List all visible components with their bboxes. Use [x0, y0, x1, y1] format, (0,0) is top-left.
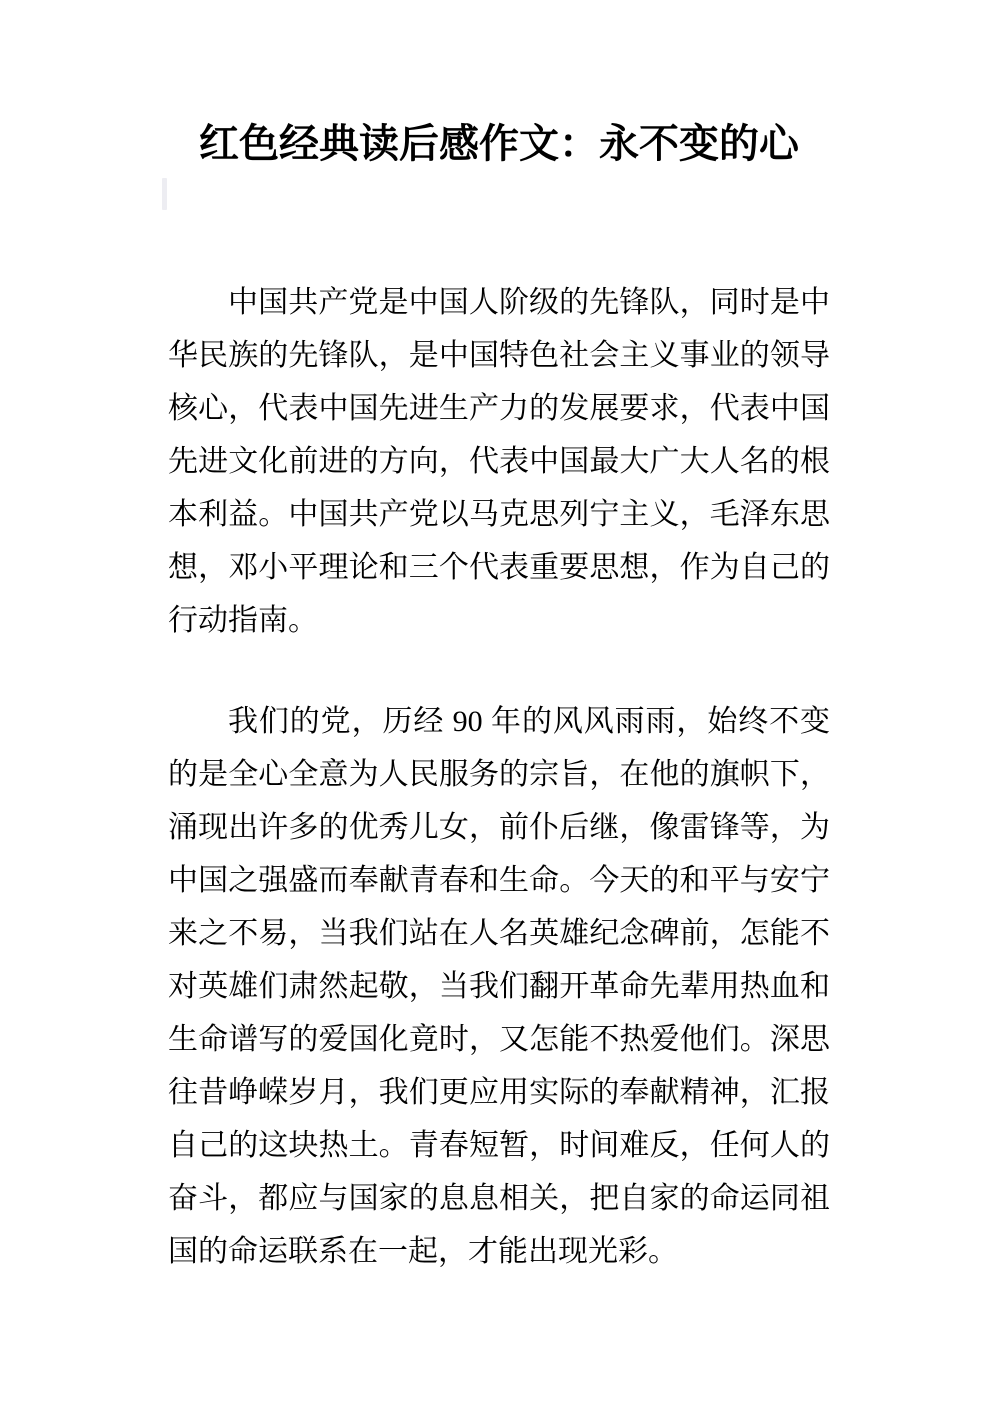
body-paragraph-1: 中国共产党是中国人阶级的先锋队，同时是中华民族的先锋队，是中国特色社会主义事业的领导核心，代表中国先进生产力的发展要求，代表中国先进文化前进的方向，代表中国最大广大人名的根本利益。中国共产党以马克思列宁主义，毛泽东思想，邓小平理论和三个代表重要思想，作为自己的行动指南。 [168, 286, 830, 637]
document-title: 红色经典读后感作文：永不变的心 [199, 121, 799, 166]
body-paragraph-2: 我们的党，历经 90 年的风风雨雨，始终不变的是全心全意为人民服务的宗旨，在他的旗帜下，涌现出许多的优秀儿女，前仆后继，像雷锋等，为中国之强盛而奉献青春和生命。今天的和平与安宁来之不易，当我们站在人名英雄纪念碑前，怎能不对英雄们肃然起敬，当我们翻开革命先辈用热血和生命谱写的爱国化竟时，又怎能不热爱他们。深思往昔峥嵘岁月，我们更应用实际的奉献精神，汇报自己的这块热土。青春短暂，时间难反，任何人的奋斗，都应与国家的息息相关，把自家的命运同祖国的命运联系在一起，才能出现光彩。 [168, 705, 830, 1268]
scan-artifact-top [162, 178, 167, 210]
document-page [0, 118, 992, 1403]
